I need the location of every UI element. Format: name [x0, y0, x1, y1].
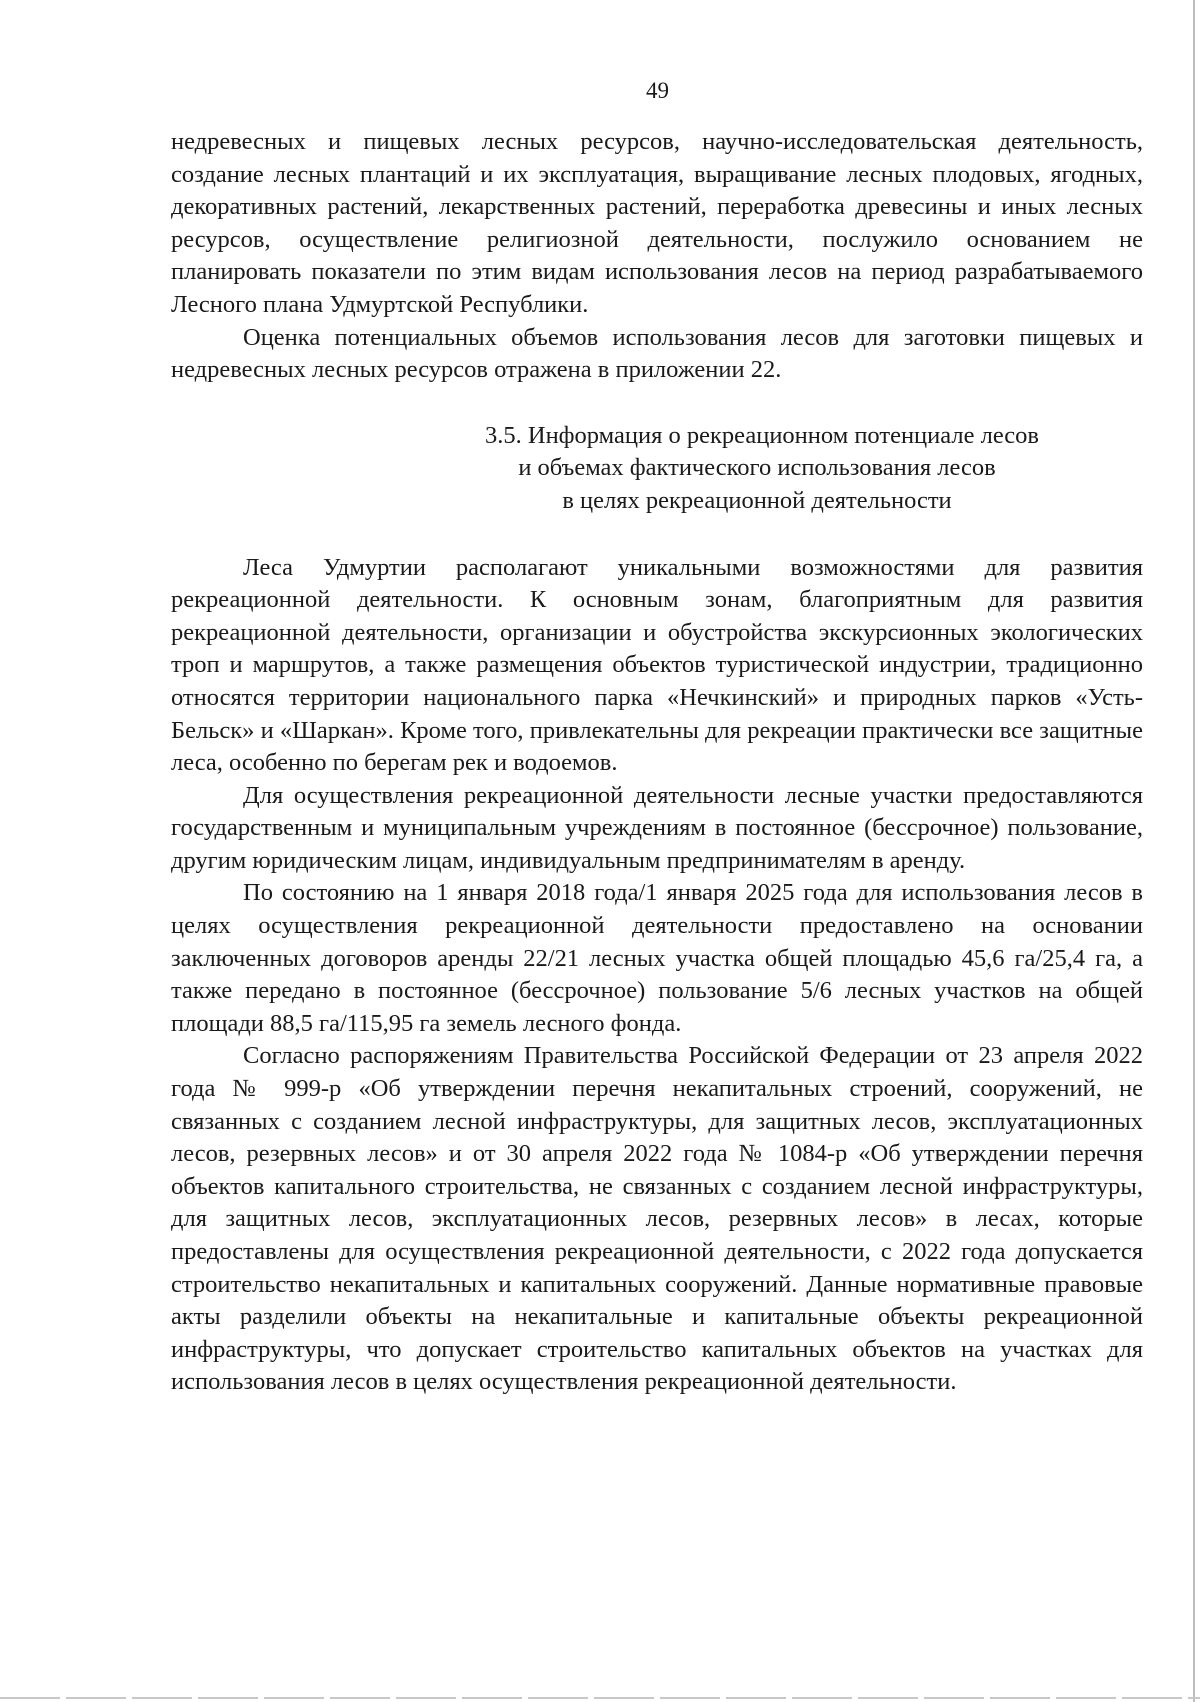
page-number: 49 — [646, 78, 669, 103]
section-heading-line-1: 3.5. Информация о рекреационном потенциале лесов — [485, 421, 1039, 449]
paragraph-forests: Леса Удмуртии располагают уникальными возможностями для развития рекреационной деятельности. К основным зонам, благоприятным для развития рекреационной деятельности, организации и обустройства экскурсионных экологических троп и маршрутов, а также размещения объектов туристической индустрии, традиционно относятся территории национального парка «Нечкинский» и природных парков «Усть-Бельск» и «Шаркан». Кроме того, привлекательны для рекреации практически все защитные леса, особенно по берегам рек и водоемов. — [171, 553, 1143, 777]
section-heading — [171, 420, 1143, 518]
section-heading-line-2: и объемах фактического использования лесов — [518, 454, 996, 482]
paragraph-estimate: Оценка потенциальных объемов использования лесов для заготовки пищевых и недревесных лесных ресурсов отражена в приложении 22. — [171, 323, 1143, 384]
scan-edge-right — [1193, 0, 1195, 1702]
paragraph-continuation: недревесных и пищевых лесных ресурсов, научно-исследовательская деятельность, создание лесных плантаций и их эксплуатация, выращивание лесных плодовых, ягодных, декоративных растений, лекарственных растений, переработка древесины и иных лесных ресурсов, осуществление религиозной деятельности, послужило основанием не планировать показатели по этим видам использования лесов на период разрабатываемого Лесного плана Удмуртской Республики. — [171, 128, 1143, 318]
paragraph-status: По состоянию на 1 января 2018 года/1 января 2025 года для использования лесов в целях осуществления рекреационной деятельности предоставлено на основании заключенных договоров аренды 22/21 лесных участка общей площадью 45,6 га/25,4 га, а также передано в постоянное (бессрочное) пользование 5/6 лесных участков на общей площади 88,5 га/115,95 га земель лесного фонда. — [171, 879, 1143, 1037]
scan-edge-bottom — [0, 1697, 1200, 1699]
paragraph-orders: Согласно распоряжениям Правительства Российской Федерации от 23 апреля 2022 года № 999-р «Об утверждении перечня некапитальных строений, сооружений, не связанных с созданием лесной инфраструктуры, для защитных лесов, эксплуатационных лесов, резервных лесов» и от 30 апреля 2022 года № 1084-р «Об утверждении перечня объектов капитального строительства, не связанных с созданием лесной инфраструктуры, для защитных лесов, эксплуатационных лесов, резервных лесов» в лесах, которые предоставлены для осуществления рекреационной деятельности, с 2022 года допускается строительство некапитальных и капитальных сооружений. Данные нормативные правовые акты разделили объекты на некапитальные и капитальные объекты рекреационной инфраструктуры, что допускает строительство капитальных объектов на участках для использования лесов в целях осуществления рекреационной деятельности. — [171, 1042, 1143, 1396]
section-heading-line-3: в целях рекреационной деятельности — [562, 486, 952, 514]
document-body — [171, 126, 1143, 1399]
paragraph-provision: Для осуществления рекреационной деятельности лесные участки предоставляются государственным и муниципальным учреждениям в постоянное (бессрочное) пользование, другим юридическим лицам, индивидуальным предпринимателям в аренду. — [171, 781, 1143, 874]
